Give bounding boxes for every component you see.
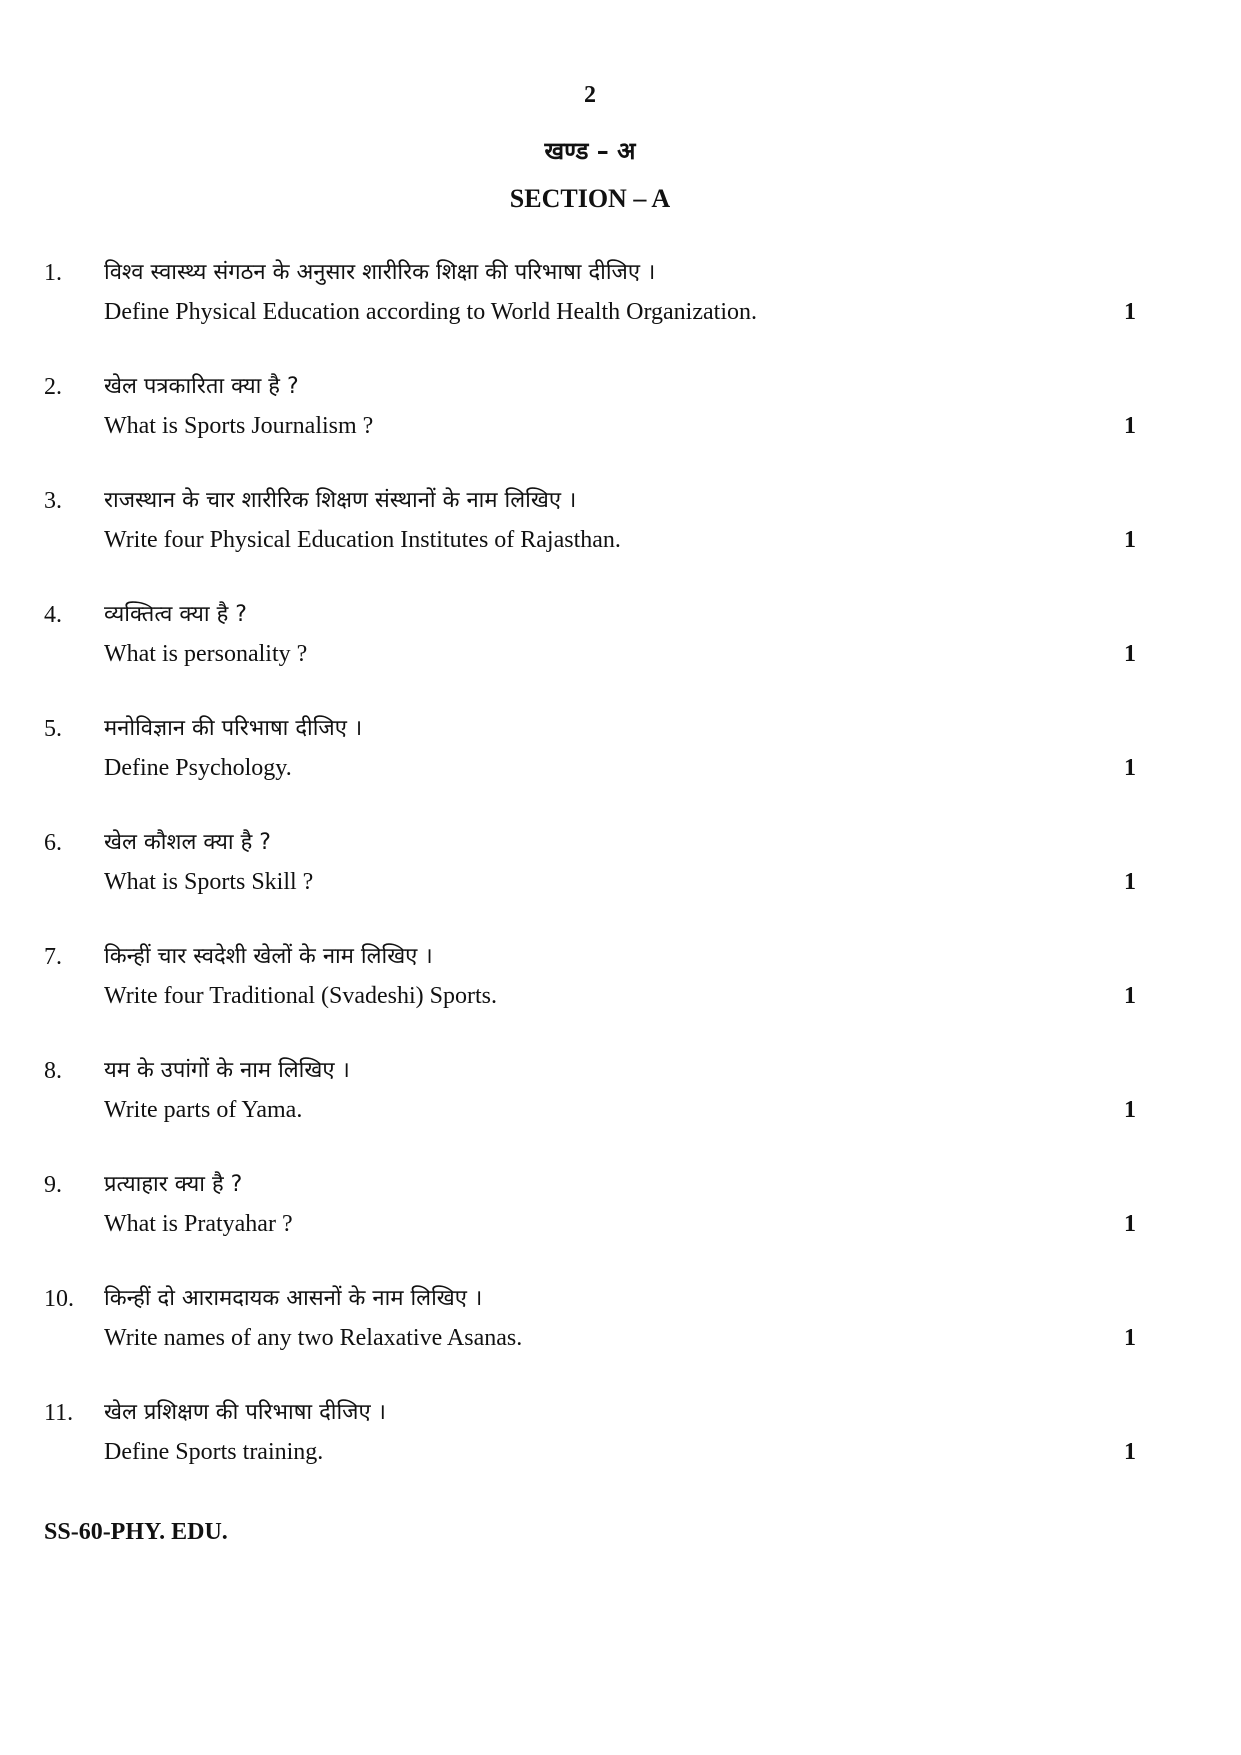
question-text-english: Define Physical Education according to World Health Organization. (104, 299, 757, 325)
question-text-hindi: किन्हीं दो आरामदायक आसनों के नाम लिखिए । (104, 1286, 483, 1311)
question-8 (0, 1054, 1241, 1168)
question-text-english: Define Psychology. (104, 755, 292, 781)
question-number: 6. (44, 830, 62, 856)
question-number: 2. (44, 374, 62, 400)
question-11 (0, 1396, 1241, 1510)
question-number: 9. (44, 1172, 62, 1198)
question-marks: 1 (1124, 755, 1136, 781)
question-2 (0, 370, 1241, 484)
question-number: 7. (44, 944, 62, 970)
question-text-english: What is Sports Skill ? (104, 869, 314, 895)
question-text-english: Write parts of Yama. (104, 1097, 303, 1123)
question-5 (0, 712, 1241, 826)
question-list (0, 256, 1241, 1510)
question-6 (0, 826, 1241, 940)
question-text-english: What is personality ? (104, 641, 308, 667)
question-number: 4. (44, 602, 62, 628)
question-text-hindi: यम के उपांगों के नाम लिखिए । (104, 1058, 350, 1083)
question-text-hindi: किन्हीं चार स्वदेशी खेलों के नाम लिखिए । (104, 944, 433, 969)
question-1 (0, 256, 1241, 370)
question-text-english: Write four Physical Education Institutes of Rajasthan. (104, 527, 621, 553)
question-10 (0, 1282, 1241, 1396)
question-number: 10. (44, 1286, 74, 1312)
question-marks: 1 (1124, 869, 1136, 895)
question-9 (0, 1168, 1241, 1282)
question-number: 1. (44, 260, 62, 286)
question-text-hindi: खेल कौशल क्या है ? (104, 830, 271, 855)
question-text-english: Write names of any two Relaxative Asanas. (104, 1325, 523, 1351)
question-text-english: What is Pratyahar ? (104, 1211, 293, 1237)
question-text-hindi: खेल प्रशिक्षण की परिभाषा दीजिए । (104, 1400, 387, 1425)
question-text-hindi: राजस्थान के चार शारीरिक शिक्षण संस्थानों के नाम लिखिए । (104, 488, 577, 513)
question-marks: 1 (1124, 527, 1136, 553)
question-marks: 1 (1124, 299, 1136, 325)
question-marks: 1 (1124, 1211, 1136, 1237)
question-text-english: Write four Traditional (Svadeshi) Sports. (104, 983, 497, 1009)
question-4 (0, 598, 1241, 712)
question-number: 3. (44, 488, 62, 514)
question-text-english: What is Sports Journalism ? (104, 413, 374, 439)
question-text-english: Define Sports training. (104, 1439, 324, 1465)
page-number: 2 (584, 82, 596, 108)
question-7 (0, 940, 1241, 1054)
question-text-hindi: खेल पत्रकारिता क्या है ? (104, 374, 299, 399)
question-number: 11. (44, 1400, 74, 1426)
question-text-hindi: विश्व स्वास्थ्य संगठन के अनुसार शारीरिक शिक्षा की परिभाषा दीजिए । (104, 260, 656, 285)
section-title-hindi: खण्ड – अ (544, 137, 636, 165)
question-number: 5. (44, 716, 62, 742)
question-marks: 1 (1124, 983, 1136, 1009)
question-marks: 1 (1124, 641, 1136, 667)
paper-code: SS-60-PHY. EDU. (44, 1519, 228, 1545)
question-number: 8. (44, 1058, 62, 1084)
section-title-english: SECTION – A (509, 184, 671, 213)
question-marks: 1 (1124, 1097, 1136, 1123)
question-marks: 1 (1124, 413, 1136, 439)
question-marks: 1 (1124, 1439, 1136, 1465)
question-text-hindi: मनोविज्ञान की परिभाषा दीजिए । (104, 716, 363, 741)
question-text-hindi: व्यक्तित्व क्या है ? (104, 602, 247, 627)
question-3 (0, 484, 1241, 598)
question-marks: 1 (1124, 1325, 1136, 1351)
question-text-hindi: प्रत्याहार क्या है ? (104, 1172, 243, 1197)
